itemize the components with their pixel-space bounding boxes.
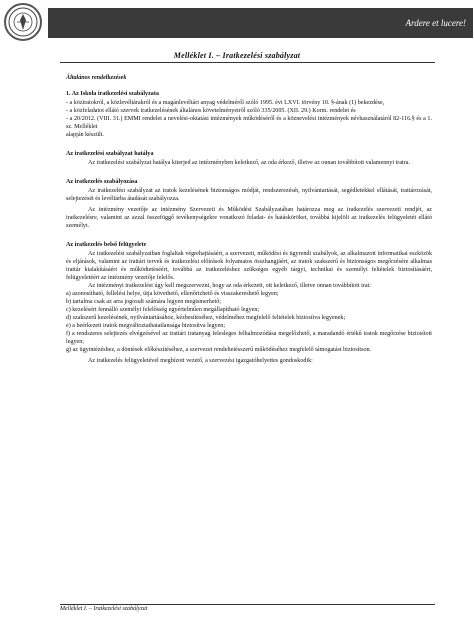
list-item-c: c) kezelésért fennálló személyi felelősség egyértelműen megállapítható legyen; [66, 307, 260, 313]
section-2-paragraph-1: Az iratkezelési szabályzat hatálya kiterjed az intézményben keletkező, az oda érkező, illetve az onnan továbbított valamennyi iratra. [88, 160, 410, 166]
section-4-paragraph-1: Az iratkezelési szabályzatban foglaltak végrehajtásáért, a szervezeti, működési és ügyrendi szabályok, az alkalmazott informatikai eszközök és eljárások, valamint az irattári tervek és iratkezelési előírások folyamatos összhangjáért, az iratok szakszerű és biztonságos megőrzésére alkalmas irattár kialakításáért és működtetéséért, továbbá az iratkezeléshez szükséges egyéb tárgyi, technikai és személyi feltételek biztosításáért, felügyeletéért az intézmény vezetője felelős. [66, 251, 432, 281]
section-heading-3: Az iratkezelés szabályozása [66, 179, 138, 185]
section-heading-2: Az iratkezelési szabályzat hatálya [66, 151, 154, 157]
list-item-a: a) azonosítható, fellelési helye, útja követhető, ellenőrizhető és visszakereshető legyen; [66, 291, 279, 297]
list-item-b: b) tartalma csak az arra jogosult számára legyen megismerhető; [66, 299, 221, 305]
header-motto: Ardere et lucere! [405, 18, 466, 28]
title-divider [60, 62, 435, 63]
section-heading-1: 1. Az Iskola iratkezelési szabályzata [66, 91, 159, 97]
section-3-paragraph-2: Az intézmény vezetője az intézmény Szervezeti és Működési Szabályzatában határozza meg az iratkezelés szervezeti rendjét, az iratkezelésre, valamint az azzal összefüggő tevékenységekre vonatkozó feladat- és hatásköröket, továbbá kijelöli az iratkezelés felügyeletét ellátó személyt. [66, 207, 432, 229]
list-item-d: d) szakszerű kezelésének, nyilvántartásához, kézbesítéséhez, védelméhez megfelelő feltételek biztosítva legyenek; [66, 315, 346, 321]
header-bar [48, 8, 473, 38]
section-3-paragraph-1: Az iratkezelési szabályzat az iratok kezelésének biztonságos módját, rendszerezését, nyilvántartását, segédletekkel ellátását, irattározását, selejtezését és levéltárba átadását szabályozza. [66, 188, 432, 202]
list-item-e: e) a beérkezett iratok megváltoztathatatlansága biztosítva legyen; [66, 323, 226, 329]
list-item-g: g) az ügyintézéshez, a döntések előkészítéséhez, a szervezet rendeltetésszerű működéséhez megfelelő támogatást biztosítson. [66, 347, 372, 353]
section-4-paragraph-3: Az iratkezelés felügyeletével megbízott vezető, a szervezési igazgatóhelyettes gondoskodik: [88, 358, 313, 364]
document-title: Melléklet I. – Iratkezelési szabályzat [173, 51, 301, 60]
section-1-line-3: - a 20/2012. (VIII. 31.) EMMI rendelet a nevelési-oktatási intézmények működéséről és a köznevelési intézmények névhasználatáról 82-116.§ és a 1. sz. Melléklet [66, 116, 432, 130]
list-item-f: f) a rendszeres selejtezés elvégzésével az irattári iratanyag felesleges felhalmozódása megelőzhető, a maradandó értékű iratok megőrzése biztosított legyen; [66, 331, 432, 345]
section-4-paragraph-2: Az intézményi iratkezelést úgy kell megszervezni, hogy az oda érkezett, ott keletkező, illetve onnan továbbított irat: [88, 283, 371, 289]
section-1-line-4: alapján készült. [66, 132, 104, 138]
section-heading-4: Az iratkezelés belső felügyelete [66, 242, 147, 248]
school-seal-icon [4, 3, 42, 41]
section-subtitle: Általános rendelkezések [66, 75, 127, 81]
document-body [66, 74, 432, 365]
section-1-line-1: - a köziratokról, a közlevéltárakról és a magánlevéltári anyag védelméről szóló 1995. évi LXVI. törvény 10. §-ának (1) bekezdése, [66, 100, 385, 106]
page-footer: Melléklet I. – Iratkezelési szabályzat [60, 606, 148, 612]
section-1-line-2: - a közfeladatot ellátó szervek iratkezelésének általános követelményeiről szóló 335/2005. (XII. 29.) Korm. rendelet és [66, 108, 356, 114]
footer-divider [60, 604, 435, 605]
